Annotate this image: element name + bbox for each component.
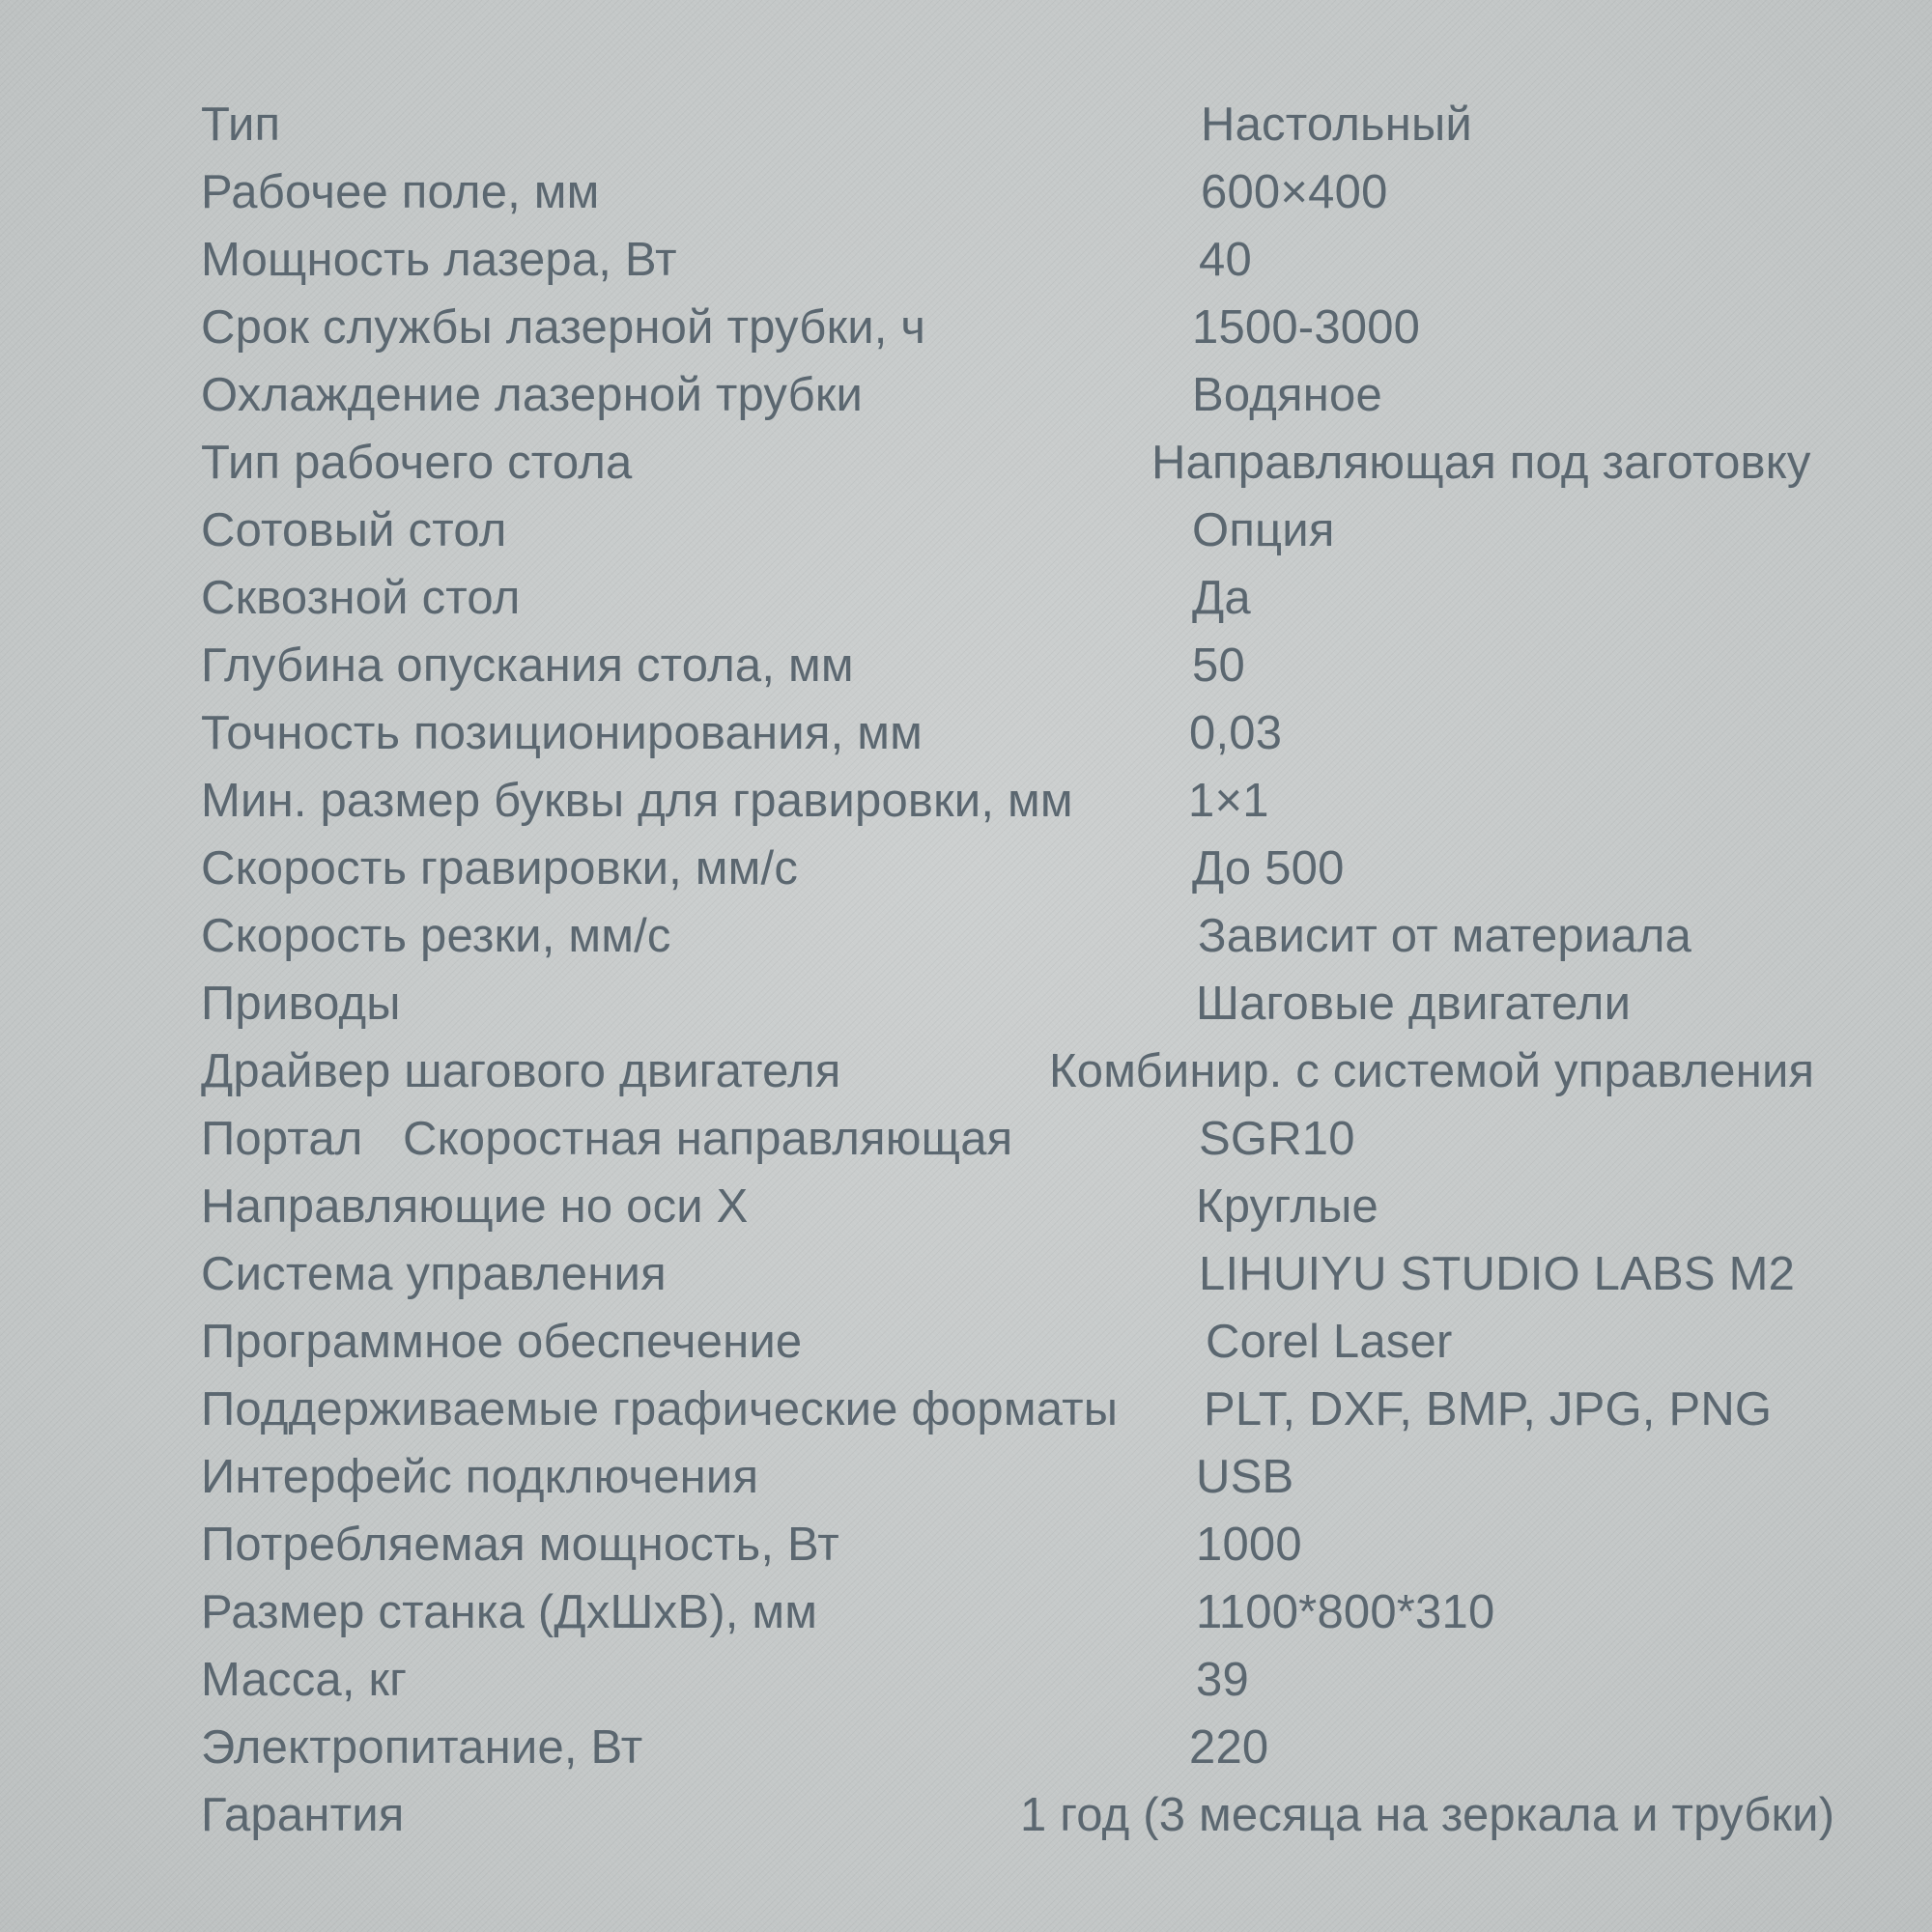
spec-label: Мин. размер буквы для гравировки, мм (201, 775, 1073, 827)
spec-value: Круглые (1196, 1180, 1379, 1233)
spec-row-engraving-speed (0, 835, 1932, 902)
spec-row-cutting-speed (0, 902, 1932, 970)
spec-value: Водяное (1192, 369, 1382, 421)
spec-row-software (0, 1308, 1932, 1376)
spec-row-machine-size (0, 1578, 1932, 1646)
spec-row-through-table (0, 564, 1932, 632)
spec-row-power-consumption (0, 1511, 1932, 1578)
spec-value: 0,03 (1189, 707, 1283, 759)
spec-label: Масса, кг (201, 1654, 408, 1706)
spec-label: Срок службы лазерной трубки, ч (201, 301, 926, 354)
spec-value: До 500 (1192, 842, 1345, 895)
spec-value: 39 (1196, 1654, 1249, 1706)
spec-row-weight (0, 1646, 1932, 1714)
spec-row-min-letter-size (0, 767, 1932, 835)
spec-value: 50 (1192, 639, 1245, 692)
spec-row-interface (0, 1443, 1932, 1511)
spec-row-drives (0, 970, 1932, 1037)
spec-label: Охлаждение лазерной трубки (201, 369, 864, 421)
spec-value: PLT, DXF, BMP, JPG, PNG (1204, 1383, 1773, 1435)
spec-row-control-system (0, 1240, 1932, 1308)
spec-value: Шаговые двигатели (1196, 978, 1632, 1030)
spec-value: Да (1192, 572, 1251, 624)
spec-value: Corel Laser (1206, 1316, 1453, 1368)
spec-label: Направляющие но оси X (201, 1180, 749, 1233)
spec-label: Потребляемая мощность, Вт (201, 1519, 839, 1571)
spec-row-power-supply (0, 1714, 1932, 1781)
spec-label: Мощность лазера, Вт (201, 234, 677, 286)
spec-value: 1000 (1196, 1519, 1302, 1571)
spec-row-tube-lifetime (0, 294, 1932, 361)
spec-label: Гарантия (201, 1789, 405, 1841)
spec-label: Скорость гравировки, мм/с (201, 842, 799, 895)
spec-label: Поддерживаемые графические форматы (201, 1383, 1119, 1435)
spec-value: Опция (1192, 504, 1335, 556)
spec-row-x-axis-guides (0, 1173, 1932, 1240)
spec-row-graphic-formats (0, 1376, 1932, 1443)
spec-value: 1 год (3 месяца на зеркала и трубки) (1020, 1789, 1835, 1841)
spec-value: USB (1196, 1451, 1294, 1503)
spec-row-positioning-accuracy (0, 699, 1932, 767)
spec-value: Комбинир. с системой управления (1049, 1045, 1815, 1097)
spec-label: Драйвер шагового двигателя (201, 1045, 841, 1097)
spec-value: Настольный (1201, 99, 1472, 151)
spec-row-table-depth (0, 632, 1932, 699)
spec-row-table-type (0, 429, 1932, 497)
spec-label: Интерфейс подключения (201, 1451, 759, 1503)
spec-label: Тип (201, 99, 281, 151)
spec-label: Размер станка (ДхШхВ), мм (201, 1586, 818, 1638)
spec-value: 40 (1199, 234, 1252, 286)
spec-row-honeycomb-table (0, 497, 1932, 564)
spec-label: Тип рабочего стола (201, 437, 633, 489)
spec-value: 600×400 (1201, 166, 1388, 218)
spec-label: Глубина опускания стола, мм (201, 639, 854, 692)
spec-label: Рабочее поле, мм (201, 166, 600, 218)
spec-label: Сквозной стол (201, 572, 521, 624)
spec-label: Программное обеспечение (201, 1316, 803, 1368)
spec-value: LIHUIYU STUDIO LABS M2 (1199, 1248, 1796, 1300)
spec-label: Приводы (201, 978, 401, 1030)
spec-label: Точность позиционирования, мм (201, 707, 923, 759)
spec-label: Система управления (201, 1248, 667, 1300)
spec-value: 1×1 (1188, 775, 1269, 827)
spec-value: 220 (1189, 1721, 1269, 1774)
spec-value: 1500-3000 (1192, 301, 1421, 354)
spec-value: Зависит от материала (1198, 910, 1692, 962)
spec-value: 1100*800*310 (1196, 1586, 1495, 1638)
spec-row-laser-power (0, 226, 1932, 294)
spec-label: Скорость резки, мм/с (201, 910, 671, 962)
spec-row-tube-cooling (0, 361, 1932, 429)
spec-row-gantry (0, 1105, 1932, 1173)
spec-row-work-area (0, 158, 1932, 226)
spec-label: Портал Скоростная направляющая (201, 1113, 1013, 1165)
spec-row-stepper-driver (0, 1037, 1932, 1105)
spec-value: SGR10 (1199, 1113, 1355, 1165)
spec-value: Направляющая под заготовку (1151, 437, 1811, 489)
spec-label: Сотовый стол (201, 504, 507, 556)
spec-row-warranty (0, 1781, 1932, 1849)
spec-row-type (0, 91, 1932, 158)
spec-label: Электропитание, Вт (201, 1721, 643, 1774)
